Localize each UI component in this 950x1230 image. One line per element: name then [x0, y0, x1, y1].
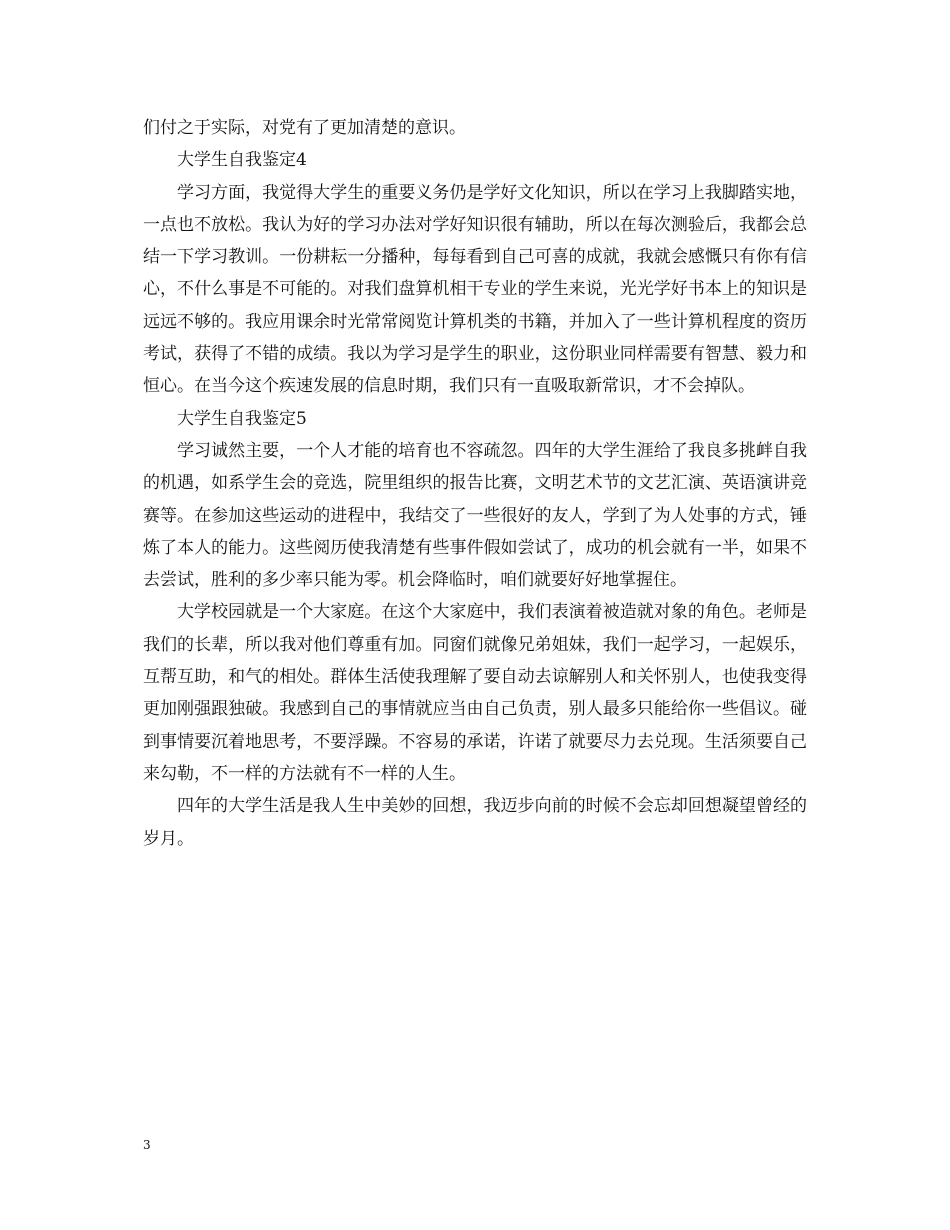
document-body — [143, 112, 807, 855]
section-heading-5: 大学生自我鉴定5 — [177, 408, 307, 429]
paragraph-conclusion: 四年的大学生活是我人生中美妙的回想，我迈步向前的时候不会忘却回想凝望曾经的岁月。 — [143, 796, 807, 849]
section-heading-4: 大学生自我鉴定4 — [177, 150, 307, 171]
page-number: 3 — [143, 1138, 151, 1152]
paragraph-campus: 大学校园就是一个大家庭。在这个大家庭中，我们表演着被造就对象的角色。老师是我们的长辈，所以我对他们尊重有加。同窗们就像兄弟姐妹，我们一起学习，一起娱乐，互帮互助，和气的相处。群体生活使我理解了要自动去谅解别人和关怀别人，也使我变得更加刚强跟独破。我感到自己的事情就应当由自己负责，别人最多只能给你一些倡议。碰到事情要沉着地思考，不要浮躁。不容易的承诺，许诺了就要尽力去兑现。生活须要自己来勾勒，不一样的方法就有不一样的人生。 — [143, 602, 807, 784]
paragraph-study: 学习方面，我觉得大学生的重要义务仍是学好文化知识，所以在学习上我脚踏实地，一点也不放松。我认为好的学习办法对学好知识很有辅助，所以在每次测验后，我都会总结一下学习教训。一份耕耘一分播种，每每看到自己可喜的成就，我就会感慨只有你有信心，不什么事是不可能的。对我们盘算机相干专业的学生来说，光光学好书本上的知识是远远不够的。我应用课余时光常常阅览计算机类的书籍，并加入了一些计算机程度的资历考试，获得了不错的成绩。我以为学习是学生的职业，这份职业同样需要有智慧、毅力和恒心。在当今这个疾速发展的信息时期，我们只有一直吸取新常识，才不会掉队。 — [143, 182, 807, 397]
paragraph-ability: 学习诚然主要，一个人才能的培育也不容疏忽。四年的大学生涯给了我良多挑衅自我的机遇，如系学生会的竞选，院里组织的报告比赛，文明艺术节的文艺汇演、英语演讲竞赛等。在参加这些运动的进程中，我结交了一些很好的友人，学到了为人处事的方式，锤炼了本人的能力。这些阅历使我清楚有些事件假如尝试了，成功的机会就有一半，如果不去尝试，胜利的多少率只能为零。机会降临时，咱们就要好好地掌握住。 — [143, 440, 807, 591]
paragraph-continuation: 们付之于实际，对党有了更加清楚的意识。 — [143, 118, 466, 138]
